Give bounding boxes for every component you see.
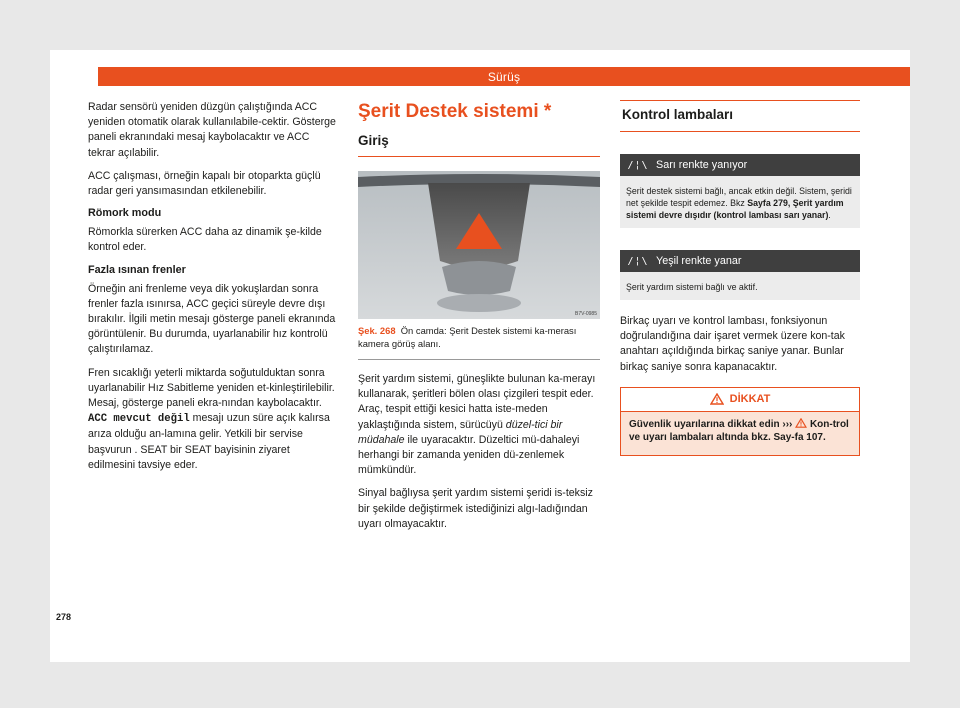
- paragraph-text: ile uyaracaktır. Düzeltici mü-dahaleyi herhangi bir zamanda yeniden dü-zenlemek mümkündür.: [358, 433, 580, 477]
- lamp-green-label: Yeşil renkte yanar: [656, 255, 742, 267]
- figure-reference: B7V-0985: [575, 311, 597, 317]
- section-title-intro: Giriş: [358, 133, 600, 157]
- section-header: Sürüş: [98, 67, 910, 86]
- warning-triangle-icon: [710, 393, 724, 405]
- warning-triangle-icon: [795, 418, 807, 428]
- paragraph: Örneğin ani frenleme veya dik yokuşlardan sonra frenler fazla ısınırsa, ACC geçici süreyle devre dışı bırakılır. İlgili metin mesajı gösterge paneli ekranında görüntülenir. Bu durumda, uyarlanabilir hız kontrolü çalıştırılamaz.: [88, 282, 336, 356]
- column-left: [88, 100, 338, 481]
- emphasis-text: düzel-tici bir müdahale: [358, 418, 563, 446]
- warning-box: [620, 387, 860, 456]
- control-lamps-heading: Kontrol lambaları: [620, 100, 860, 132]
- paragraph: Birkaç uyarı ve kontrol lambası, fonksiyonun doğrulandığına dair işaret vermek üzere kon-tak anahtarı açıldığında birkaç saniye yanar. Bunlar birkaç saniye sonra kapanacaktır.: [620, 315, 845, 373]
- caption-text: Ön camda: Şerit Destek sistemi ka-merası kamera görüş alanı.: [358, 325, 577, 349]
- figure-caption: [358, 325, 600, 360]
- paragraph-text: mesajı uzun süre açık kalırsa arıza olduğu an-lamına gelir. Yetkili bir servise başvurun . SEAT bir SEAT bayisinin ziyaret edilmesini tavsiye eder.: [88, 412, 330, 471]
- paragraph-text: Fren sıcaklığı yeterli miktarda soğutulduktan sonra uyarlanabilir Hız Sabitleme yeniden et-kinleştirilebilir. Mesaj, gösterge paneli ekra-nından kaybolacaktır.: [88, 366, 335, 410]
- figure-camera-image: [358, 171, 600, 319]
- page-number: 278: [56, 612, 72, 622]
- figure-number: Şek. 268: [358, 325, 396, 336]
- lane-assist-icon: /¦\: [627, 255, 649, 267]
- column-right: [620, 100, 860, 456]
- subheading-overheated-brakes: Fazla ısınan frenler: [88, 263, 186, 276]
- lane-assist-icon: /¦\: [627, 159, 649, 171]
- paragraph: Radar sensörü yeniden düzgün çalıştığında ACC yeniden otomatik olarak kullanılabile-cektir. Gösterge paneli ekranındaki mesaj kaybolacaktır ve ACC tekrar açılabilir.: [88, 101, 336, 159]
- windshield-camera-illustration: [358, 171, 600, 319]
- warning-header: [621, 388, 859, 412]
- warning-text-part: Kon-trol ve uyarı lambaları altında bkz. Say-fa 107.: [629, 418, 849, 444]
- paragraph: [88, 366, 338, 473]
- paragraph: [358, 372, 600, 478]
- page-title: Şerit Destek sistemi *: [358, 101, 552, 122]
- lamp-yellow-label: Sarı renkte yanıyor: [656, 159, 748, 171]
- paragraph: ACC çalışması, örneğin kapalı bir otoparkta güçlü radar geri yansımasından etkilenebilir.: [88, 169, 321, 198]
- page-reference-link[interactable]: Sayfa 279, Şerit yardım sistemi devre dışıdır (kontrol lambası sarı yanar): [626, 198, 844, 220]
- column-middle: [358, 100, 600, 540]
- warning-title: DİKKAT: [729, 393, 771, 406]
- subheading-trailer-mode: Römork modu: [88, 207, 162, 220]
- paragraph: Römorkla sürerken ACC daha az dinamik şe-kilde kontrol eder.: [88, 226, 322, 254]
- paragraph-text: Şerit yardım sistemi, güneşlikte bulunan ka-merayı kullanarak, şeritleri bölen olası çizgileri tespit eder. Araç, tespit ettiği kesici hatta iste-meden yaklaştığında sistem, sürücüyü: [358, 373, 596, 431]
- paragraph: Sinyal bağlıysa şerit yardım sistemi şeridi is-teksiz bir şekilde değiştirmek istediğinizi algı-ladığından uyarı olmayacaktır.: [358, 487, 593, 530]
- warning-text-part: Güvenlik uyarılarına dikkat edin ›››: [629, 418, 796, 430]
- lamp-text: Şerit destek sistemi bağlı, ancak etkin değil. Sistem, şeridi net şekilde tespit edemez. Bkz: [626, 186, 852, 208]
- display-message-code: ACC mevcut değil: [88, 413, 190, 426]
- lamp-yellow-header: [620, 154, 860, 176]
- lamp-yellow-description: [620, 176, 860, 228]
- warning-text: [621, 412, 859, 455]
- lamp-green-header: [620, 250, 860, 272]
- lamp-text: .: [828, 210, 831, 220]
- manual-page: [50, 50, 910, 662]
- lamp-green-description: Şerit yardım sistemi bağlı ve aktif.: [620, 272, 860, 300]
